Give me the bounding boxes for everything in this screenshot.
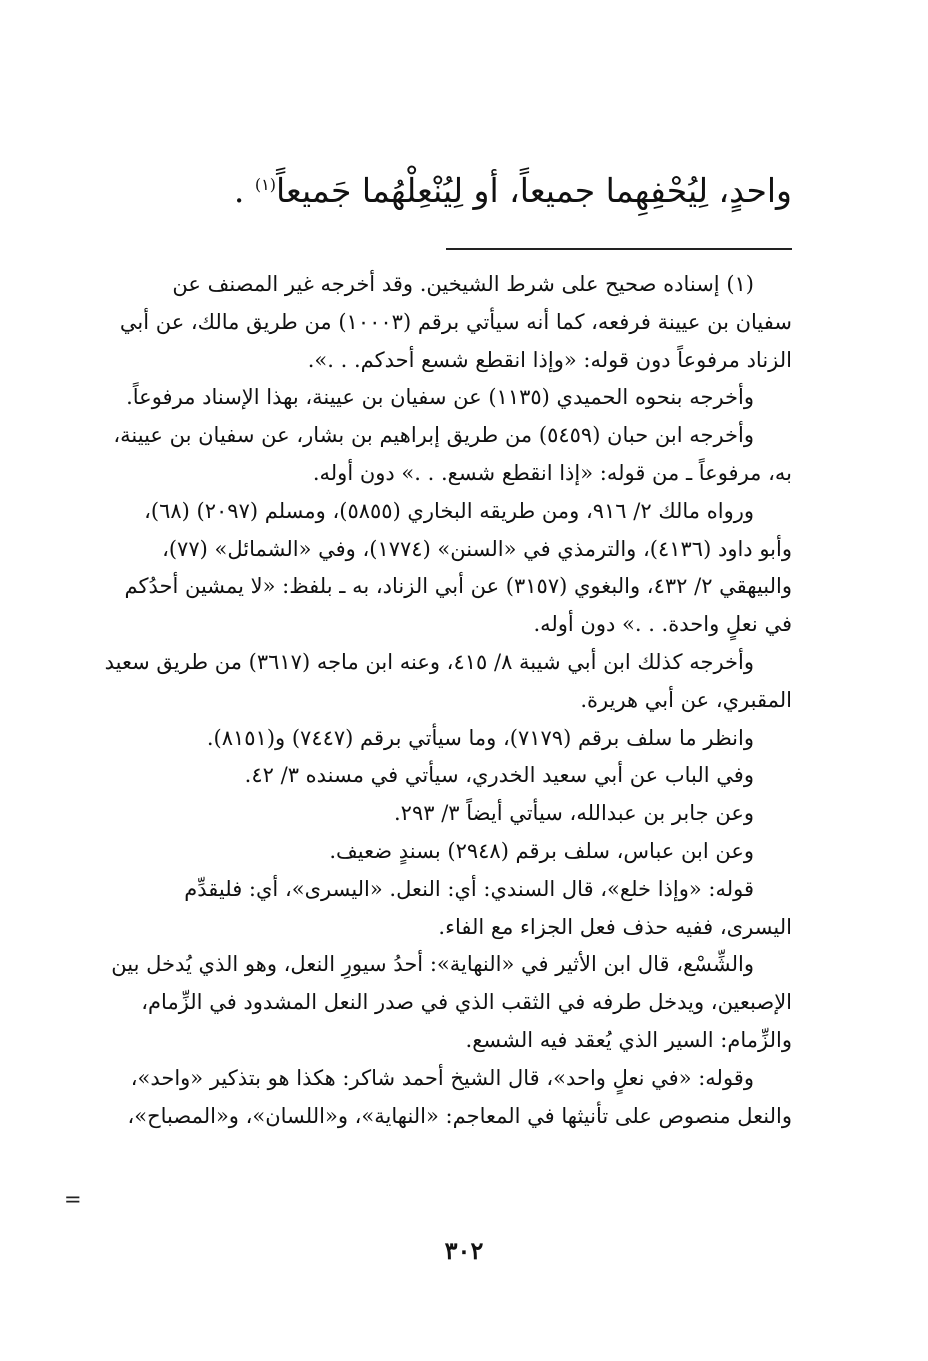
main-text [120, 150, 792, 226]
footnote-line: به، مرفوعاً ـ من قوله: «إذا انقطع شسع. . .» دون أوله. [312, 460, 792, 485]
footnote-line: وفي الباب عن أبي سعيد الخدري، سيأتي في مسنده ٣/ ٤٢. [244, 763, 754, 788]
footnote-line: وأخرجه كذلك ابن أبي شيبة ٨/ ٤١٥، وعنه ابن ماجه (٣٦١٧) من طريق سعيد [104, 649, 754, 674]
continuation-mark: = [64, 1187, 82, 1211]
footnote-line: سفيان بن عيينة فرفعه، كما أنه سيأتي برقم (١٠٠٠٣) من طريق مالك، عن أبي [119, 309, 792, 334]
footnote-line: وأخرجه ابن حبان (٥٤٥٩) من طريق إبراهيم بن بشار، عن سفيان بن عيينة، [113, 423, 754, 448]
main-text-body: واحدٍ، لِيُحْفِهِما جميعاً، أو لِيُنْعِلْهُما جَميعاً [275, 171, 792, 210]
footnote-line: وعن جابر بن عبدالله، سيأتي أيضاً ٣/ ٢٩٣. [393, 801, 754, 826]
page-number: ٣٠٢ [444, 1236, 484, 1265]
footnote-line: والشِّسْع، قال ابن الأثير في «النهاية»: أحدُ سيورِ النعل، وهو الذي يُدخل بين [111, 952, 754, 977]
footnote-separator [446, 248, 792, 250]
footnote-line: اليسرى، ففيه حذف فعل الجزاء مع الفاء. [438, 914, 792, 939]
footnote-line: الإصبعين، ويدخل طرفه في الثقب الذي في صدر النعل المشدود في الزِّمام، [141, 990, 792, 1015]
footnote-line: والنعل منصوص على تأنيثها في المعاجم: «النهاية»، و«اللسان»، و«المصباح»، [127, 1103, 792, 1128]
footnote-line: في نعلٍ واحدة. . .» دون أوله. [533, 612, 792, 637]
footnote-line: الزناد مرفوعاً دون قوله: «وإذا انقطع شسع أحدكم. . .». [307, 347, 792, 372]
footnote-line: وأخرجه بنحوه الحميدي (١١٣٥) عن سفيان بن عيينة، بهذا الإسناد مرفوعاً. [126, 385, 754, 410]
main-text-end: . [233, 171, 255, 210]
footnote-line: ورواه مالك ٢/ ٩١٦، ومن طريقه البخاري (٥٨٥٥)، ومسلم (٢٠٩٧) (٦٨)، [144, 498, 754, 523]
footnotes-section [94, 266, 792, 1135]
footnote-line: (١) إسناده صحيح على شرط الشيخين. وقد أخرجه غير المصنف عن [172, 272, 754, 296]
footnote-line: المقبري، عن أبي هريرة. [580, 687, 792, 712]
footnote-marker: (١) [254, 175, 276, 194]
footnote-line: وعن ابن عباس، سلف برقم (٢٩٤٨) بسندٍ ضعيف. [329, 838, 754, 863]
footnote-line: وانظر ما سلف برقم (٧١٧٩)، وما سيأتي برقم (٧٤٤٧) و(٨١٥١). [206, 725, 754, 750]
footnote-line: وأبو داود (٤١٣٦)، والترمذي في «السنن» (١٧٧٤)، وفي «الشمائل» (٧٧)، [162, 536, 792, 561]
footnote-line: والبيهقي ٢/ ٤٣٢، والبغوي (٣١٥٧) عن أبي الزناد، به ـ بلفظ: «لا يمشين أحدُكم [124, 574, 792, 599]
footnote-line: وقوله: «في نعلٍ واحد»، قال الشيخ أحمد شاكر: هكذا هو بتذكير «واحد»، [130, 1065, 754, 1090]
footnote-line: والزِّمام: السير الذي يُعقد فيه الشسع. [465, 1027, 792, 1052]
footnote-line: قوله: «وإذا خلع»، قال السندي: أي: النعل. «اليسرى»، أي: فليقدِّم [184, 876, 754, 901]
